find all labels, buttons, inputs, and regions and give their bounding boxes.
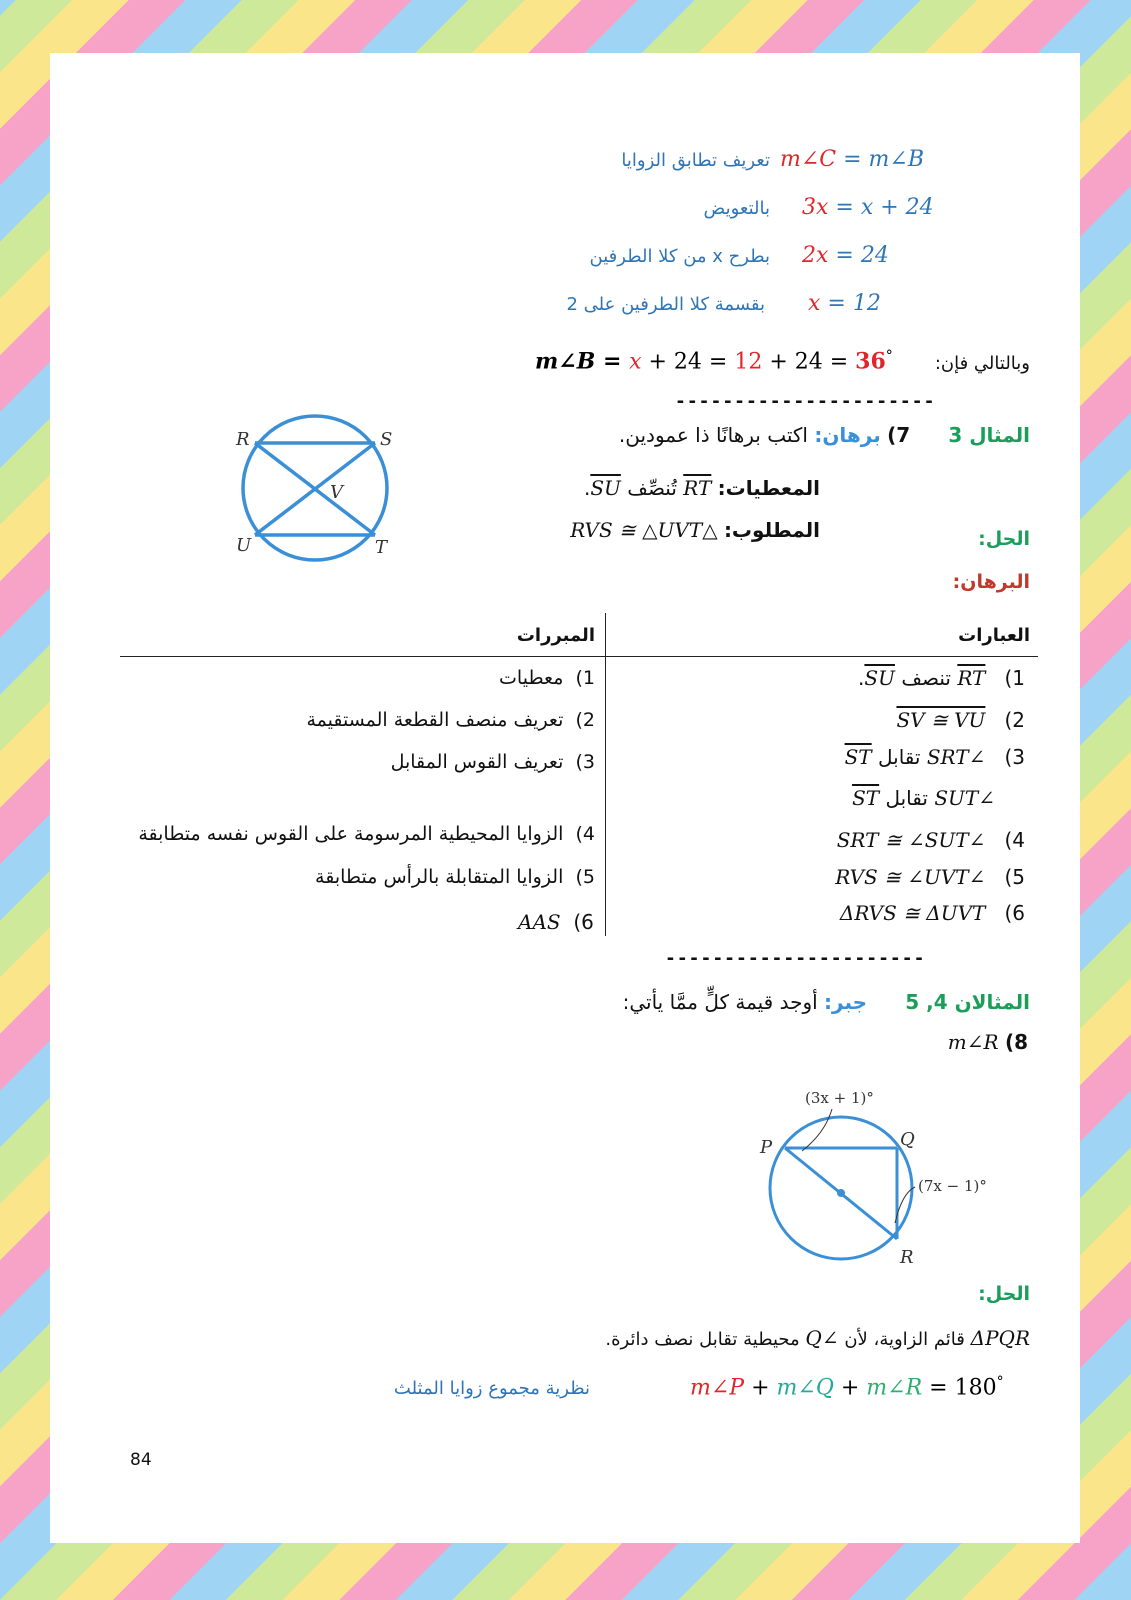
label-v: V [330, 482, 343, 503]
statement-5-number: 5) [1004, 865, 1025, 889]
angle-sum-reason: نظرية مجموع زوايا المثلث [393, 1378, 590, 1399]
reason-6-number: (6 [573, 910, 594, 934]
reason-2 [180, 709, 595, 731]
solution-statement [480, 1326, 1030, 1350]
reason-6 [518, 910, 594, 934]
solution-label-1: الحل: [978, 528, 1030, 550]
eq-degree: ° [996, 1374, 1004, 1390]
question-8-text: m∠R [947, 1030, 999, 1054]
example3-number: 7) [887, 423, 911, 447]
given-period: . [583, 476, 591, 500]
statement-3 [750, 745, 1025, 769]
statement-2 [750, 708, 1025, 732]
step-3-reason: بطرح x من كلا الطرفين [589, 246, 770, 267]
example3-header [520, 423, 1030, 447]
column-reasons-header: المبررات [516, 625, 595, 646]
reason-4-text: الزوايا المحيطية المرسومة على القوس نفسه متطابقة [138, 823, 564, 845]
statement-3b-angle: ∠SUT [934, 786, 995, 810]
example3-prove [520, 518, 820, 542]
given-segment-rt: RT [683, 476, 712, 500]
arc1-pointer [802, 1109, 832, 1151]
question-8-number: 8) [1004, 1030, 1028, 1054]
given-label: المعطيات: [717, 476, 820, 500]
conclusion-degree: ° [885, 348, 893, 364]
reason-6-text: AAS [518, 910, 561, 934]
step-3-expr: 2x = 24 [802, 243, 889, 268]
reason-3 [180, 751, 595, 773]
angle-sum-equation [690, 1374, 1004, 1400]
reason-2-text: تعريف منصف القطعة المستقيمة [306, 709, 564, 731]
reason-1 [180, 667, 595, 689]
eq-plus-1: + [744, 1375, 777, 1401]
eq-plus-2: + [833, 1375, 867, 1401]
eq-total: = 180 [922, 1375, 997, 1401]
statement-1-period: . [858, 666, 865, 690]
reason-3-number: 3) [575, 751, 595, 773]
conclusion-part-b: + 24 = [641, 349, 735, 375]
label-t: T [375, 537, 388, 558]
example3-kind: برهان: [814, 423, 881, 447]
conclusion-12: 12 [734, 349, 763, 375]
conclusion-36: 36 [855, 348, 886, 375]
prove-label: المطلوب: [723, 518, 820, 542]
given-segment-su: SU [590, 476, 621, 500]
conclusion-prefix: وبالتالي فإن: [934, 353, 1030, 374]
reason-5 [180, 866, 595, 888]
reason-5-number: 5) [575, 866, 595, 888]
conclusion-x: x [629, 349, 642, 375]
statement-4-text: ∠SRT ≅ ∠SUT [836, 828, 986, 852]
arc2-label: (7x − 1)° [918, 1177, 987, 1195]
divider-dashes-2: ---------------------- [665, 948, 926, 969]
statement-right-angle: قائم الزاوية، لأن [844, 1329, 965, 1350]
statement-4-number: 4) [1004, 828, 1025, 852]
statement-6-number: 6) [1004, 901, 1025, 925]
eq-angle-r: m∠R [866, 1375, 923, 1401]
step-2-expr: 3x = x + 24 [802, 195, 934, 220]
label-p: P [760, 1137, 773, 1158]
example45-header [480, 990, 1030, 1014]
conclusion-expr [535, 348, 893, 374]
statement-1-seg-rt: RT [957, 666, 986, 690]
statement-semicircle: محيطية تقابل نصف دائرة. [605, 1329, 800, 1350]
example3-given [520, 476, 820, 500]
statement-3-angle: ∠SRT [926, 745, 986, 769]
step-4-expr: x = 12 [808, 291, 881, 316]
statement-3b [750, 786, 995, 810]
circle-center-dot [837, 1189, 845, 1197]
statement-1-number: 1) [1004, 666, 1025, 690]
step-4-reason: بقسمة كلا الطرفين على 2 [566, 294, 765, 315]
circle-figure-rsvut [220, 403, 400, 568]
reason-5-text: الزوايا المتقابلة بالرأس متطابقة [315, 866, 564, 888]
statement-6 [750, 901, 1025, 925]
eq-angle-p: m∠P [690, 1375, 745, 1401]
statement-5 [750, 865, 1025, 889]
example3-prompt: اكتب برهانًا ذا عمودين. [618, 423, 808, 447]
statement-4 [750, 828, 1025, 852]
statement-1 [750, 666, 1025, 690]
statement-1-seg-su: SU [864, 666, 895, 690]
table-column-divider [605, 613, 606, 936]
statement-2-text: SV ≅ VU [896, 708, 986, 732]
label-u: U [236, 535, 252, 556]
conclusion-part-a: m∠B = [535, 348, 630, 375]
statement-3b-arc: ST [852, 786, 880, 810]
page-sheet [50, 53, 1080, 1543]
statement-3b-text: تقابل [885, 786, 928, 810]
triangle-pqr: ΔPQR [970, 1326, 1030, 1350]
conclusion-part-c: + 24 = [762, 349, 856, 375]
reason-2-number: 2) [575, 709, 595, 731]
statement-6-text: ΔRVS ≅ ΔUVT [839, 901, 986, 925]
reason-1-number: 1) [575, 667, 595, 689]
label-s: S [380, 429, 393, 450]
label-r: R [236, 429, 250, 450]
example3-label: المثال 3 [948, 423, 1030, 447]
reason-4-number: 4) [575, 823, 595, 845]
prove-statement: △RVS ≅ △UVT [570, 518, 718, 542]
table-header-rule [120, 656, 1038, 657]
statement-3-number: 3) [1004, 745, 1025, 769]
reason-3-text: تعريف القوس المقابل [390, 751, 564, 773]
reason-1-text: معطيات [499, 667, 564, 689]
page-number: 84 [130, 1450, 152, 1470]
step-1-reason: تعريف تطابق الزوايا [621, 150, 770, 171]
statement-1-text: تنصف [901, 666, 951, 690]
divider-dashes-1: ---------------------- [675, 391, 936, 412]
label-q: Q [900, 1129, 915, 1150]
circle-figure-pqr [690, 1073, 987, 1283]
given-bisects: تُنصِّف [620, 476, 684, 500]
statement-5-text: ∠RVS ≅ ∠UVT [835, 865, 986, 889]
question-8 [850, 1030, 1028, 1054]
circle-pqr-outline [770, 1117, 912, 1259]
angle-q: ∠Q [805, 1326, 839, 1350]
label-r-pqr: R [900, 1247, 914, 1268]
proof-label: البرهان: [952, 571, 1030, 593]
statement-3-text: تقابل [878, 745, 921, 769]
eq-angle-q: m∠Q [776, 1375, 834, 1401]
step-2-reason: بالتعويض [703, 198, 770, 219]
column-statements-header: العبارات [958, 625, 1030, 646]
solution-label-2: الحل: [978, 1283, 1030, 1305]
reason-4 [138, 823, 595, 845]
statement-3-arc: ST [844, 745, 872, 769]
example45-prompt: أوجد قيمة كلٍّ ممَّا يأتي: [622, 990, 818, 1014]
example45-kind: جبر: [824, 990, 868, 1014]
step-1-expr: m∠C = m∠B [780, 147, 925, 172]
arc1-label: (3x + 1)° [805, 1089, 874, 1107]
example45-label: المثالان 4, 5 [905, 990, 1030, 1014]
statement-2-number: 2) [1004, 708, 1025, 732]
